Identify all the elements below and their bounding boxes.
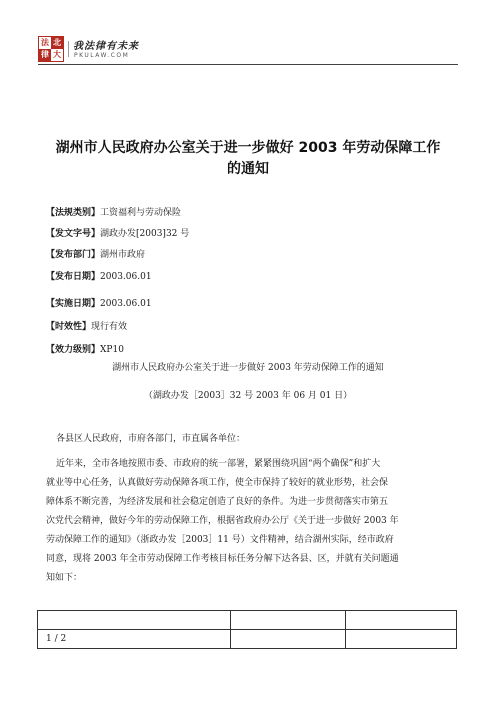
body-paragraph [46,455,456,588]
footer-cell [346,630,457,649]
meta-key: 【效力级别】 [46,345,101,355]
document-title [38,138,458,180]
title-line-2: 的通知 [227,161,269,177]
meta-value: XP10 [100,345,124,355]
meta-row-issuer [46,249,145,261]
seal-char: 律 [41,50,49,59]
meta-value: 现行有效 [91,322,128,332]
meta-value: 2003.06.01 [100,272,152,282]
meta-key: 【法规类别】 [46,208,101,218]
body-line: 障体系不断完善，为经济发展和社会稳定创造了良好的条件。为进一步贯彻落实市第五 [46,497,389,507]
footer-cell [38,611,231,630]
seal-char: 大 [53,50,61,59]
page-footer-table [37,610,457,649]
meta-key: 【发布日期】 [46,272,101,282]
meta-value: 湖政办发[2003]32 号 [100,229,190,239]
salutation: 各县区人民政府，市府各部门，市直属各单位： [56,434,246,444]
logo-slogan: 我法律有未来 [73,41,139,52]
pkulaw-logo-seal [38,36,64,62]
meta-row-validity [46,321,127,333]
meta-value: 湖州市政府 [100,250,146,260]
meta-key: 【发布部门】 [46,250,101,260]
seal-char: 法 [41,38,49,47]
meta-row-category [46,207,181,219]
footer-cell [230,630,346,649]
body-line: 同意，现将 2003 年全市劳动保障工作考核目标任务分解下达各县、区，并就有关问题通 [46,554,399,564]
header-divider [38,64,458,65]
meta-key: 【实施日期】 [46,299,101,309]
logo-divider [68,41,69,57]
footer-row-page [38,630,457,649]
footer-cell [230,611,346,630]
body-line: 劳动保障工作的通知》（浙政办发［2003］11 号）文件精神，结合湖州实际，经市政府 [46,535,394,545]
meta-value: 2003.06.01 [100,299,152,309]
body-line: 知如下： [46,573,83,583]
meta-row-effective-date [46,298,152,310]
title-line-1: 湖州市人民政府办公室关于进一步做好 2003 年劳动保障工作 [55,140,441,156]
meta-row-doc-number [46,228,189,240]
page-indicator: 1 / 2 [38,630,231,649]
meta-key: 【发文字号】 [46,229,101,239]
body-line: 近年来，全市各地按照市委、市政府的统一部署，紧紧围绕巩固“两个确保”和扩大 [56,459,381,469]
body-line: 就业等中心任务，认真做好劳动保障各项工作，使全市保持了较好的就业形势，社会保 [46,478,389,488]
site-header [38,36,458,66]
meta-row-publish-date [46,271,152,283]
footer-row-blank [38,611,457,630]
meta-value: 工资福利与劳动保险 [100,208,182,218]
document-number-line: （湖政办发［2003］32 号 2003 年 06 月 01 日） [143,391,353,401]
footer-cell [346,611,457,630]
body-line: 次党代会精神，做好今年的劳动保障工作，根据省政府办公厅《关于进一步做好 2003 年 [46,516,399,526]
document-heading: 湖州市人民政府办公室关于进一步做好 2003 年劳动保障工作的通知 [112,363,384,373]
seal-char: 北 [53,38,61,47]
meta-row-level [46,344,124,356]
meta-key: 【时效性】 [46,322,92,332]
logo-url: PKULAW.COM [74,52,130,59]
